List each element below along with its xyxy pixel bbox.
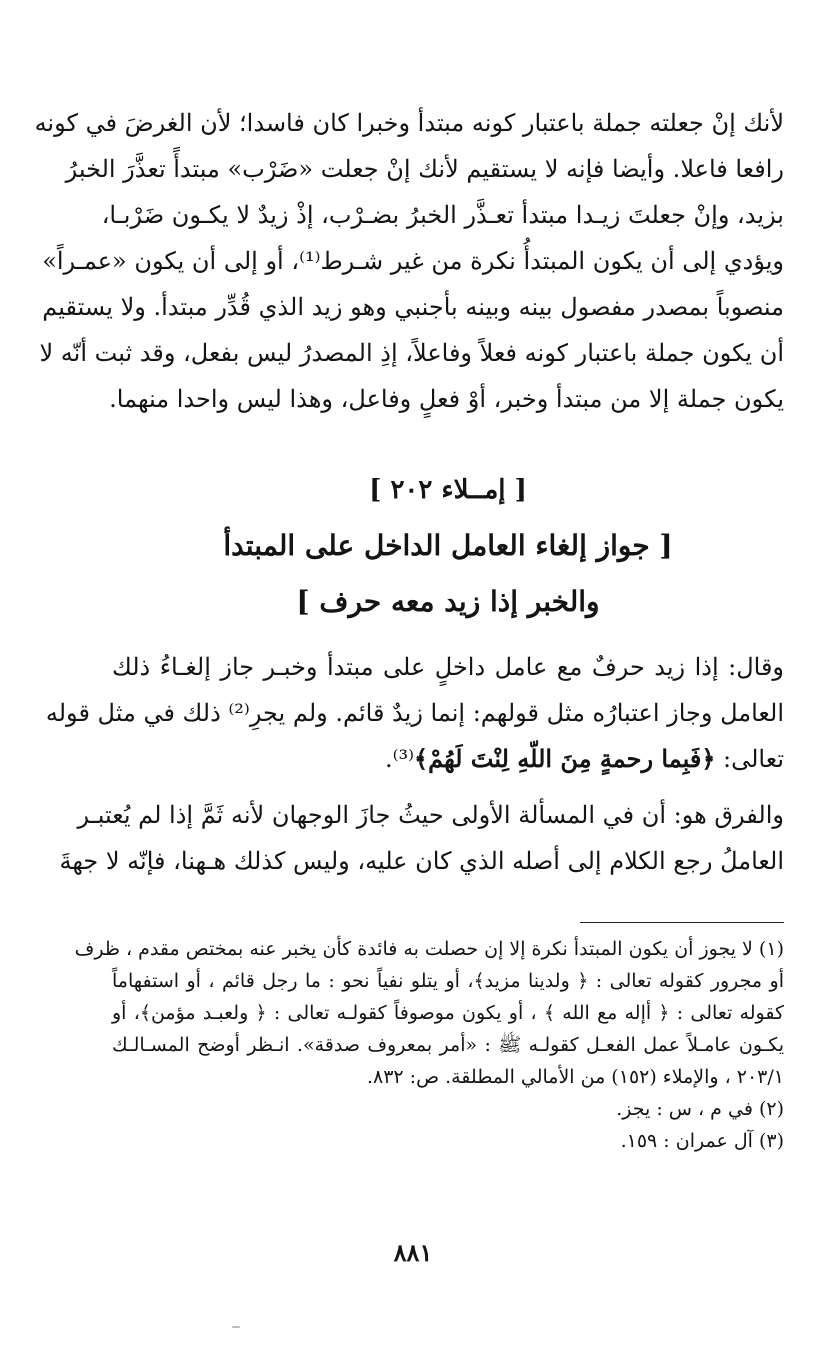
quran-intro: تعالى:	[715, 745, 784, 773]
footnote-line: ٢٠٣/١ ، والإملاء (١٥٢) من الأمالي المطلقة. ص: ٨٣٢.	[366, 1066, 784, 1088]
footnote-line: (٣) آل عمران : ١٥٩.	[620, 1130, 784, 1152]
paragraph-1-line: بزيد، وإنْ جعلتَ زيـدا مبتدأ تعـذَّر الخبرُ بضـرْب، إذْ زيدٌ لا يكـون ضَرْبـا،	[101, 201, 784, 229]
footnote-ref: ⁽³⁾.	[384, 745, 415, 773]
paragraph-2	[45, 644, 784, 782]
paragraph-1-line: رافعا فاعلا. وأيضا فإنه لا يستقيم لأنك إنْ جعلت «ضَرْب» مبتدأً تعذَّرَ الخبرُ	[65, 155, 784, 183]
footnote-1	[74, 933, 784, 1093]
footnote-line: (٢) في م ، س : يجز.	[616, 1098, 784, 1120]
footnote-divider	[580, 922, 784, 923]
section-title-line-1: [ جواز إلغاء العامل الداخل على المبتدأ	[223, 529, 673, 562]
paragraph-2-line: وقال: إذا زيد حرفٌ مع عامل داخلٍ على مبتدأ وخبـر جاز إلغـاءُ ذلك	[112, 653, 784, 681]
paragraph-2-line: العامل وجاز اعتبارُه مثل قولهم: إنما زيدٌ قائم. ولم يجرِ⁽²⁾ ذلك في مثل قوله	[45, 699, 784, 727]
section-title	[112, 518, 784, 630]
footnote-line: (١) لا يجوز أن يكون المبتدأ نكرة إلا إن حصلت به فائدة كأن يخبر عنه بمختص مقدم ، ظرف	[74, 938, 784, 960]
footnote-line: كقوله تعالى : ﴿ أإله مع الله ﴾ ، أو يكون موصوفاً كقولـه تعالى : ﴿ ولعبـد مؤمن﴾، أو	[112, 1002, 784, 1024]
section-number-heading: [ إمــلاء ٢٠٢ ]	[369, 475, 527, 505]
paragraph-1-line: منصوباً بمصدر مفصول بينه وبينه بأجنبي وهو زيد الذي قُدِّر مبتدأ. ولا يستقيم	[42, 293, 784, 321]
paragraph-3	[59, 792, 784, 884]
section-title-line-2: والخبر إذا زيد معه حرف ]	[296, 585, 600, 618]
footnotes	[74, 933, 784, 1157]
page-number: ٨٨١	[393, 1238, 433, 1267]
paragraph-1-line: ويؤدي إلى أن يكون المبتدأُ نكرة من غير شـرط⁽¹⁾، أو إلى أن يكون «عمـراً»	[42, 247, 784, 275]
paragraph-1-line: لأنك إنْ جعلته جملة باعتبار كونه مبتدأ وخبرا كان فاسدا؛ لأن الغرضَ في كونه	[34, 109, 784, 137]
paragraph-1	[34, 100, 784, 422]
scan-speck	[232, 1326, 240, 1328]
footnote-2	[112, 1093, 784, 1125]
footnote-line: أو مجرور كقوله تعالى : ﴿ ولدينا مزيد﴾، أو يتلو نفياً نحو : ما رجل قائم ، أو استفهاماً	[112, 970, 784, 992]
footnote-3	[112, 1125, 784, 1157]
paragraph-2-line	[112, 736, 784, 782]
page-body	[34, 100, 784, 1157]
quran-verse: ﴿فَبِما رحمةٍ مِنَ اللّهِ لِنْتَ لَهُمْ﴾	[414, 744, 716, 773]
paragraph-1-line: يكون جملة إلا من مبتدأ وخبر، أوْ فعلٍ وفاعل، وهذا ليس واحدا منهما.	[109, 385, 784, 413]
paragraph-3-line: والفرق هو: أن في المسألة الأولى حيثُ جازَ الوجهان لأنه ثَمَّ إذا لم يُعتبـر	[77, 801, 784, 829]
paragraph-3-line: العاملُ رجع الكلام إلى أصله الذي كان عليه، وليس كذلك هـهنا، فإنّه لا جهةَ	[59, 847, 784, 875]
footnote-line: يكـون عامـلاً عمل الفعـل كقولـه ﷺ : «أمر بمعروف صدقة». انـظر أوضح المسـالـك	[112, 1034, 784, 1056]
paragraph-1-line: أن يكون جملة باعتبار كونه فعلاً وفاعلاً، إذِ المصدرُ ليس بفعل، وقد ثبت أنّه لا	[39, 339, 784, 367]
